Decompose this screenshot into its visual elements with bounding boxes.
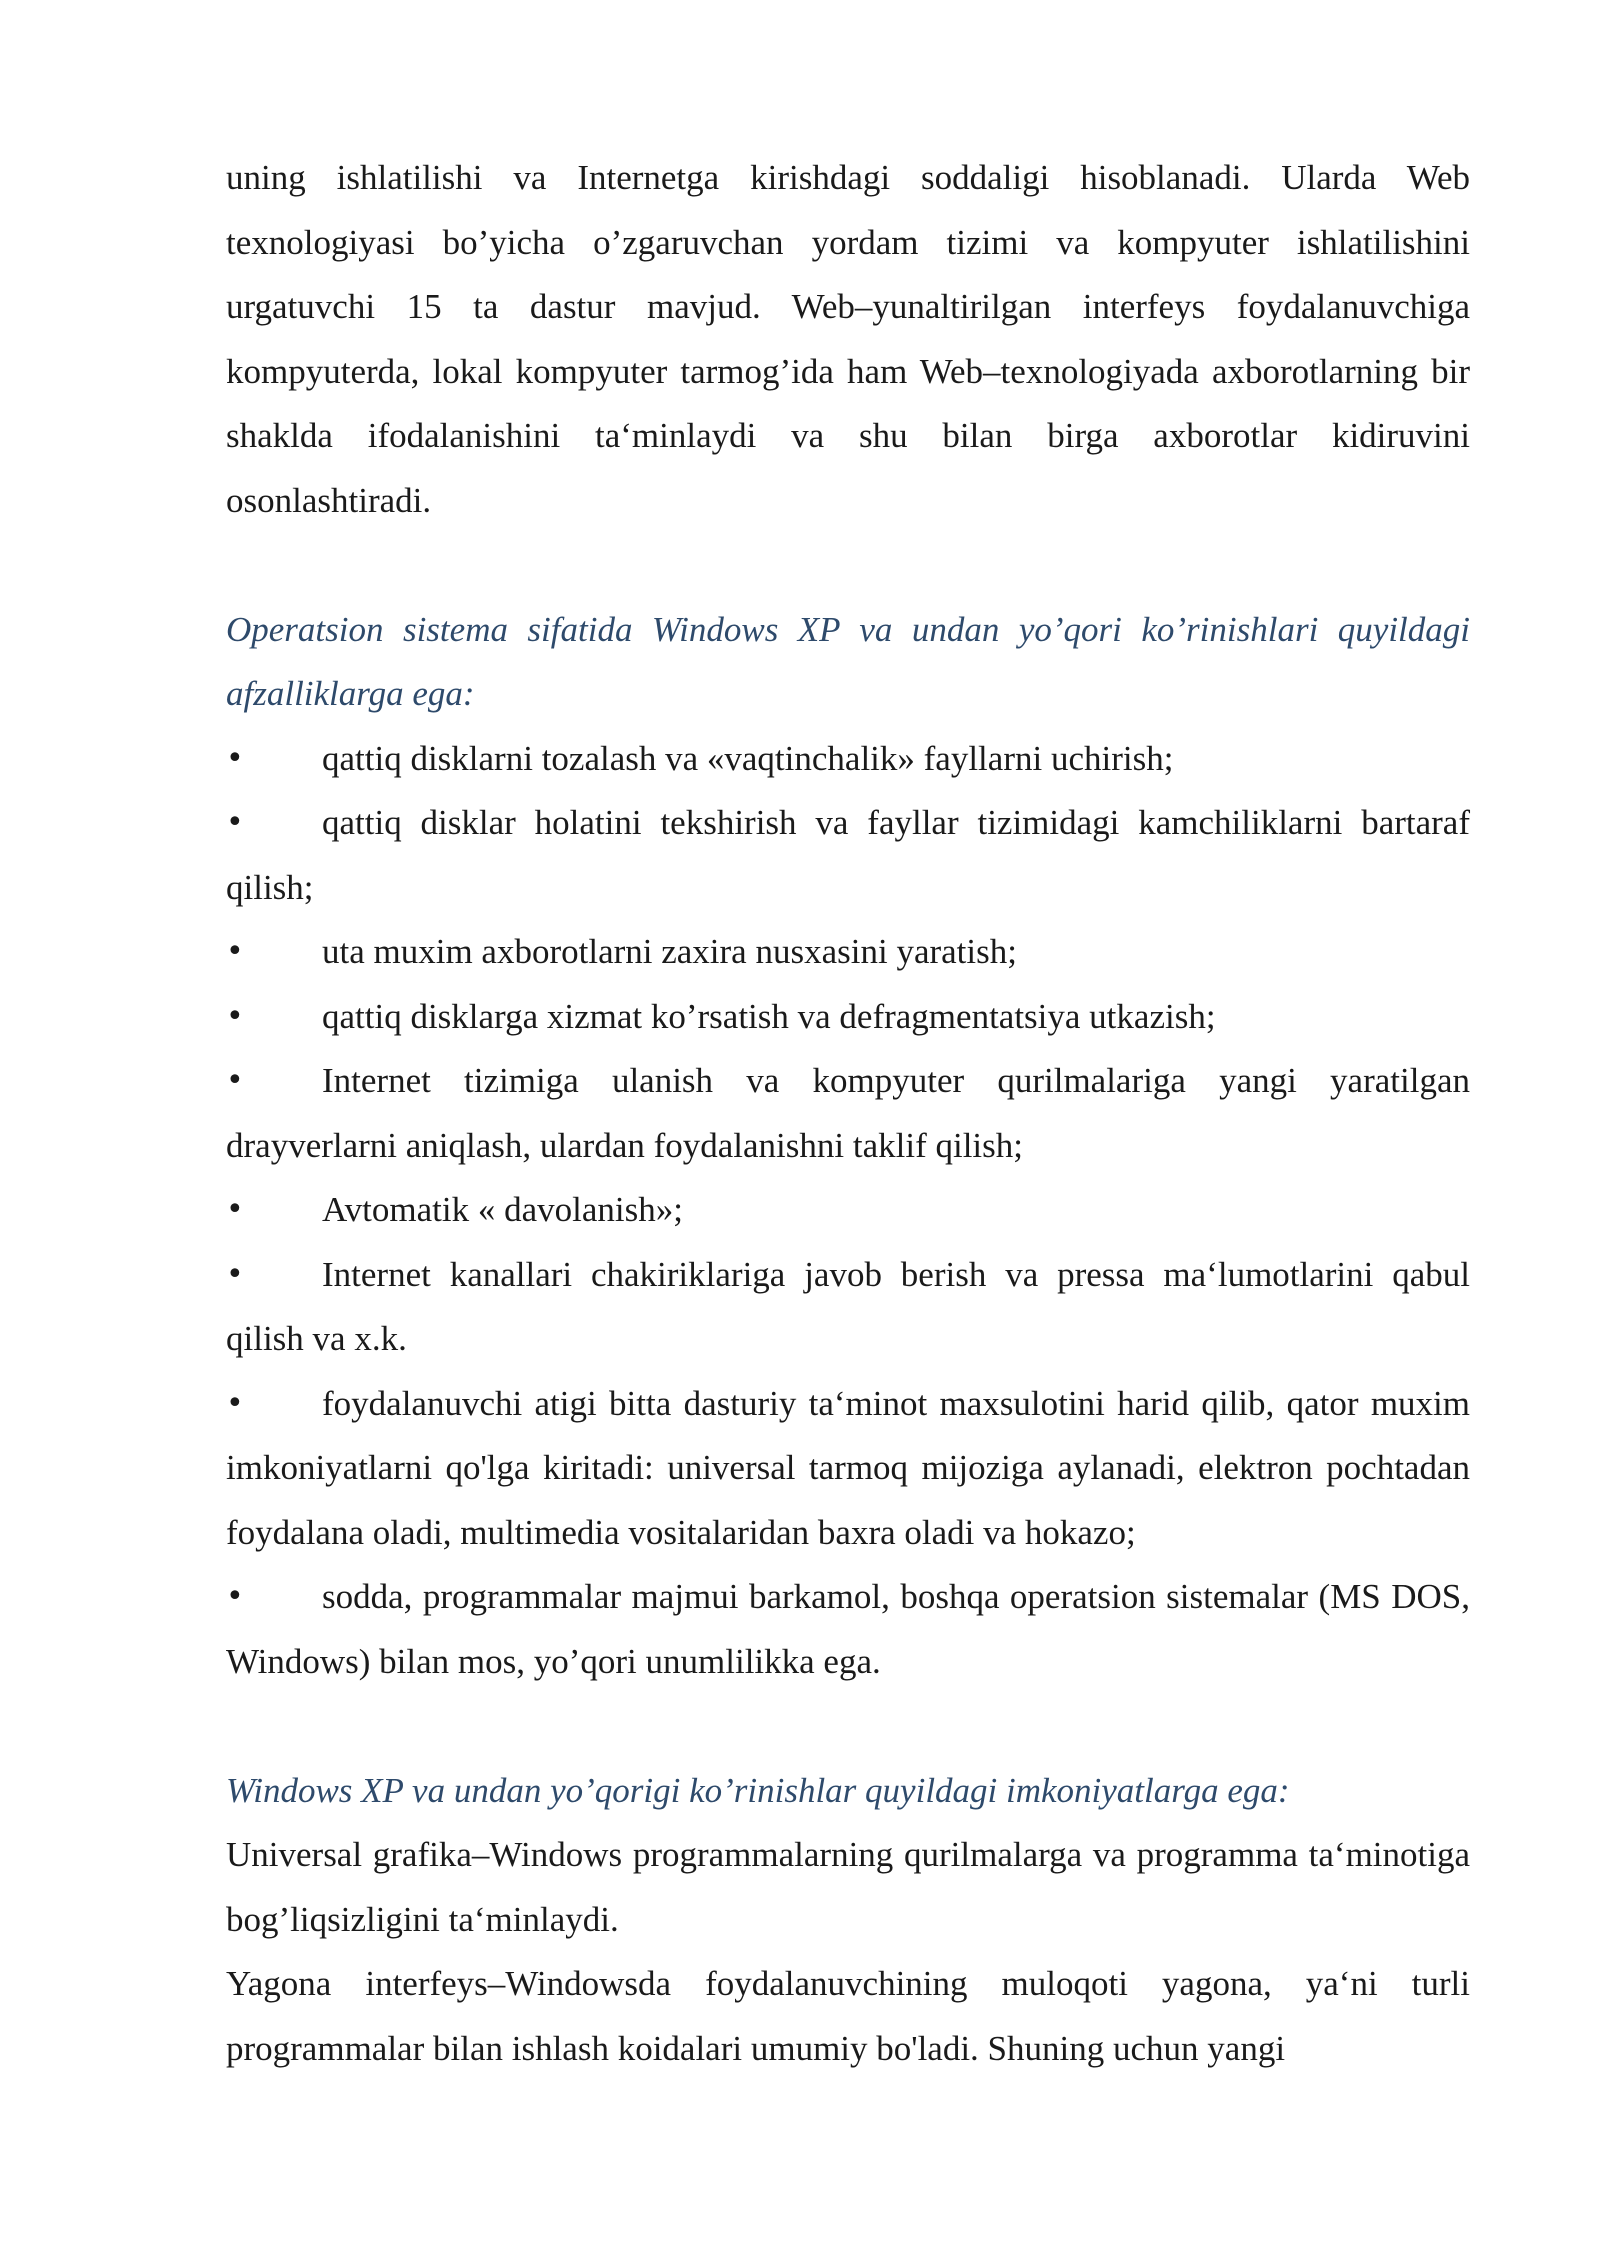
bullet-icon: •: [226, 1385, 244, 1421]
paragraph-spacer: [226, 1694, 1470, 1759]
list-item-text: sodda, programmalar majmui barkamol, boshqa operatsion sistemalar (MS DOS, Windows) bilan mos, yo’qori unumlilikka ega.: [226, 1577, 1470, 1681]
bullet-icon: •: [226, 1256, 244, 1292]
section1-heading: Operatsion sistema sifatida Windows XP va undan yo’qori ko’rinishlari quyildagi afzalliklarga ega:: [226, 609, 1470, 713]
list-item: [226, 1243, 1470, 1372]
list-item: [226, 1565, 1470, 1694]
list-item: [226, 1049, 1470, 1178]
paragraph-spacer: [226, 533, 1470, 598]
bullet-icon: •: [226, 740, 244, 776]
section2-heading: Windows XP va undan yo’qorigi ko’rinishlar quyildagi imkoniyatlarga ega:: [226, 1770, 1290, 1810]
bullet-icon: •: [226, 1192, 244, 1227]
list-item-text: qattiq disklar holatini tekshirish va fayllar tizimidagi kamchiliklarni bartaraf qilish;: [226, 803, 1470, 907]
list-item: [226, 791, 1470, 920]
list-item: [226, 920, 1470, 985]
bullet-icon: •: [226, 934, 244, 969]
advantages-list: [226, 727, 1470, 1695]
list-item-text: Internet tizimiga ulanish va kompyuter qurilmalariga yangi yaratilgan drayverlarni aniqlash, ulardan foydalanishni taklif qilish;: [226, 1061, 1470, 1165]
section2-paragraph-1: Universal grafika–Windows programmalarning qurilmalarga va programma ta‘minotiga bog’liqsizligini ta‘minlaydi.: [226, 1835, 1470, 1939]
list-item: [226, 1178, 1470, 1243]
list-item-text: foydalanuvchi atigi bitta dasturiy ta‘minot maxsulotini harid qilib, qator muxim imkoniyatlarni qo'lga kiritadi: universal tarmoq mijoziga aylanadi, elektron pochtadan foydalana oladi, multimedia vositalaridan baxra oladi va hokazo;: [226, 1383, 1470, 1552]
list-item: [226, 1372, 1470, 1566]
list-item-text: Internet kanallari chakiriklariga javob berish va pressa ma‘lumotlarini qabul qilish va x.k.: [226, 1254, 1470, 1358]
list-item: [226, 727, 1470, 792]
list-item-text: uta muxim axborotlarni zaxira nusxasini yaratish;: [322, 932, 1017, 971]
bullet-icon: •: [226, 998, 244, 1034]
list-item-text: qattiq disklarni tozalash va «vaqtinchalik» fayllarni uchirish;: [322, 738, 1174, 778]
list-item: [226, 985, 1470, 1050]
bullet-icon: •: [226, 805, 244, 840]
list-item-text: qattiq disklarga xizmat ko’rsatish va defragmentatsiya utkazish;: [322, 996, 1216, 1036]
bullet-icon: •: [226, 1063, 244, 1098]
list-item-text: Avtomatik « davolanish»;: [322, 1190, 683, 1229]
bullet-icon: •: [226, 1579, 244, 1614]
document-page: [226, 146, 1470, 2081]
section2-paragraph-2: Yagona interfeys–Windowsda foydalanuvchining muloqoti yagona, ya‘ni turli programmalar bilan ishlash koidalari umumiy bo'ladi. Shuning uchun yangi: [226, 1964, 1470, 2068]
intro-paragraph: uning ishlatilishi va Internetga kirishdagi soddaligi hisoblanadi. Ularda Web texnologiyasi bo’yicha o’zgaruvchan yordam tizimi va kompyuter ishlatilishini urgatuvchi 15 ta dastur mavjud. Web–yunaltirilgan interfeys foydalanuvchiga kompyuterda, lokal kompyuter tarmog’ida ham Web–texnologiyada axborotlarning bir shaklda ifodalanishini ta‘minlaydi va shu bilan birga axborotlar kidiruvini osonlashtiradi.: [226, 158, 1470, 520]
